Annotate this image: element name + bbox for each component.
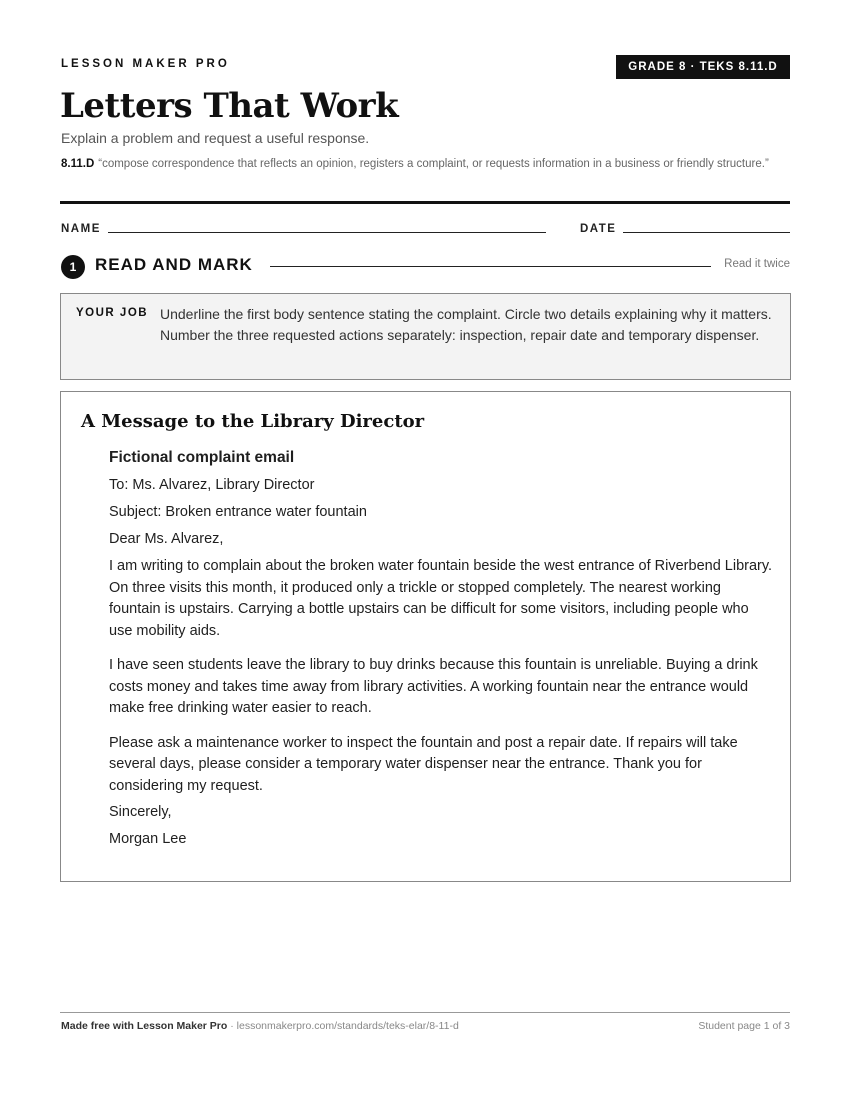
letter-paragraph: Please ask a maintenance worker to inspect the fountain and post a repair date. If repairs will take several days, please consider a temporary water dispenser near the entrance. Thank you for considering my request.	[109, 734, 738, 794]
footer-divider	[60, 1012, 790, 1013]
footer-made-with: Made free with Lesson Maker Pro	[61, 1020, 228, 1032]
letter-kind: Fictional complaint email	[109, 449, 295, 466]
letter-greeting: Dear Ms. Alvarez,	[109, 531, 224, 547]
letter-body	[109, 448, 774, 856]
page-subtitle: Explain a problem and request a useful response.	[61, 130, 370, 146]
page-title: Letters That Work	[60, 86, 399, 126]
name-field-line[interactable]	[108, 232, 546, 233]
footer-url[interactable]: · lessonmakerpro.com/standards/teks-elar/8-11-d	[227, 1020, 459, 1032]
section-number-badge: 1	[61, 255, 85, 279]
footer-credit	[61, 1020, 459, 1032]
section-note: Read it twice	[724, 258, 790, 270]
job-instructions-box	[60, 293, 791, 380]
letter-to: To: Ms. Alvarez, Library Director	[109, 477, 315, 493]
letter-paragraph: I have seen students leave the library to buy drinks because this fountain is unreliable. Buying a drink costs money and takes time away from library activities. A working fountain near the entrance would make free drinking water easier to reach.	[109, 657, 758, 716]
name-label: NAME	[61, 223, 101, 235]
job-label: YOUR JOB	[76, 307, 149, 319]
footer-page-number: Student page 1 of 3	[698, 1020, 790, 1032]
letter-subject: Subject: Broken entrance water fountain	[109, 504, 367, 520]
section-title: READ AND MARK	[95, 255, 253, 274]
letter-heading: A Message to the Library Director	[81, 411, 425, 432]
header-divider	[60, 201, 790, 204]
letter-paragraph: I am writing to complain about the broken water fountain beside the west entrance of Riverbend Library. On three visits this month, it produced only a trickle or stopped completely. The nearest working fountain is upstairs. Carrying a bottle upstairs can be difficult for some visitors, including people who use mobility aids.	[109, 558, 773, 639]
letter-closing: Sincerely,	[109, 804, 172, 820]
grade-badge: GRADE 8 · TEKS 8.11.D	[616, 55, 790, 79]
letter-signature: Morgan Lee	[109, 831, 187, 847]
brand-name: LESSON MAKER PRO	[61, 58, 230, 70]
job-text: Underline the first body sentence stating the complaint. Circle two details explaining why it matters. Number the three requested actions separately: inspection, repair date and temporary dispenser.	[160, 306, 772, 343]
date-label: DATE	[580, 223, 617, 235]
date-field-line[interactable]	[623, 232, 790, 233]
letter-box	[60, 391, 791, 882]
section-divider	[270, 266, 711, 267]
standard-description	[61, 156, 781, 173]
standard-code: 8.11.D	[61, 158, 95, 170]
standard-text: “compose correspondence that reflects an opinion, registers a complaint, or requests information in a business or friendly structure.”	[98, 158, 769, 170]
